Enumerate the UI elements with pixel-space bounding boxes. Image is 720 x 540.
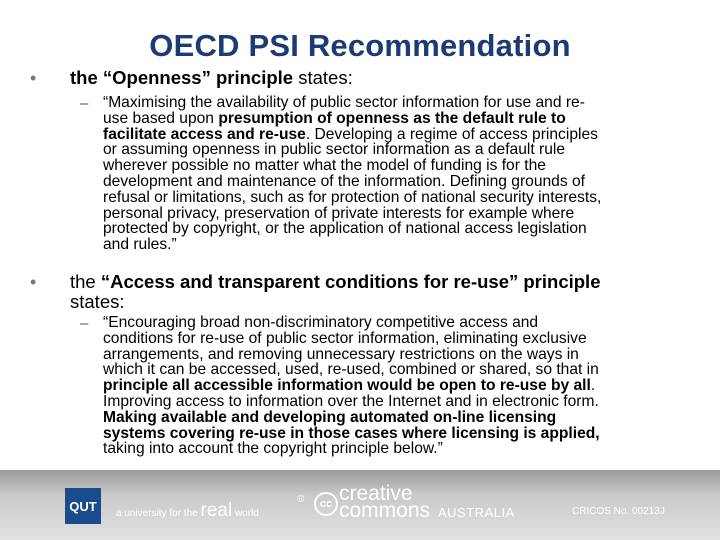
quote-line	[103, 410, 695, 426]
point-2-intro	[70, 272, 700, 312]
cc-region: AUSTRALIA	[438, 505, 515, 520]
quote-line-bold: Making available and developing automated on-line licensing	[103, 408, 557, 426]
quote-line-bold: facilitate access and re-use	[103, 125, 306, 143]
point-2-intro-line-2: states:	[70, 291, 125, 312]
slide-title: OECD PSI Recommendation	[149, 28, 571, 63]
quote-line	[103, 331, 695, 347]
dash-marker: –	[80, 315, 89, 332]
bullet-marker: •	[30, 272, 37, 292]
quote-line	[103, 426, 695, 442]
qut-logo: QUT	[65, 488, 101, 524]
quote-line	[103, 127, 695, 143]
quote-line	[103, 158, 695, 174]
quote-line-pre: which it can be accessed, used, re-used, combined or shared, so that in	[103, 361, 599, 379]
quote-line	[103, 95, 695, 111]
point-2-quote	[103, 315, 695, 457]
quote-line	[103, 362, 695, 378]
quote-line	[103, 190, 695, 206]
quote-line	[103, 394, 695, 410]
tagline-real: real	[200, 500, 233, 521]
quote-line-pre: personal privacy, preservation of private interests for example where	[103, 204, 575, 222]
quote-line-pre: wherever possible no matter what the model of funding is for the	[103, 157, 546, 175]
point-1-quote	[103, 95, 695, 253]
quote-line	[103, 378, 695, 394]
cc-word-creative: creative	[339, 482, 413, 505]
quote-line	[103, 237, 695, 253]
quote-line	[103, 111, 695, 127]
quote-line-pre: “Encouraging broad non-discriminatory competitive access and	[103, 314, 539, 331]
quote-line-pre: or assuming openness in public sector information as a default rule	[103, 141, 566, 159]
dash-marker: –	[80, 95, 89, 112]
tagline-post: world	[232, 508, 259, 519]
quote-line-pre: conditions for re-use of public sector information, eliminating exclusive	[103, 329, 587, 347]
quote-line	[103, 174, 695, 190]
tagline-pre: a university for the	[116, 508, 201, 519]
point-1-intro-bold: the “Openness” principle	[70, 67, 294, 88]
registered-mark: ®	[297, 494, 305, 505]
quote-line-bold: systems covering re-use in those cases where licensing is applied,	[103, 424, 600, 442]
bullet-marker: •	[30, 68, 37, 88]
quote-line	[103, 441, 695, 457]
quote-line-pre: protected by copyright, or the application of national access legislation	[103, 220, 587, 238]
quote-line-pre: development and maintenance of the information. Defining grounds of	[103, 172, 585, 190]
quote-line-pre: “Maximising the availability of public sector information for use and re-	[103, 94, 585, 111]
quote-line	[103, 315, 695, 331]
footer-banner	[0, 470, 720, 540]
quote-line-pre: and rules.”	[103, 236, 177, 254]
point-2-intro-pre: the	[70, 271, 101, 292]
point-2-intro-bold: “Access and transparent conditions for re-use” principle	[100, 271, 601, 292]
quote-line-pre: refusal or limitations, such as for protection of national security interests,	[103, 188, 602, 206]
point-1-intro	[70, 68, 700, 88]
quote-line-pre: use based upon	[103, 109, 219, 127]
quote-line-post: .	[590, 377, 596, 395]
quote-line-pre: taking into account the copyright principle below.”	[103, 440, 443, 458]
quote-line-post: . Developing a regime of access principles	[305, 125, 598, 143]
point-2-intro-line-1	[70, 272, 700, 292]
quote-line-bold: principle all accessible information would be open to re-use by all	[103, 377, 591, 395]
cricos-number: CRICOS No. 00213J	[572, 506, 665, 517]
quote-line	[103, 142, 695, 158]
point-1-intro-rest: states:	[293, 67, 353, 88]
quote-line-pre: arrangements, and removing unnecessary restrictions on the ways in	[103, 345, 579, 363]
quote-line	[103, 206, 695, 222]
creative-commons-icon: cc	[314, 492, 338, 516]
quote-line-bold: presumption of openness as the default rule to	[218, 109, 566, 127]
quote-line	[103, 347, 695, 363]
cc-word-commons: commons	[339, 499, 431, 522]
university-tagline	[116, 500, 259, 522]
quote-line	[103, 221, 695, 237]
quote-line-pre: Improving access to information over the Internet and in electronic form.	[103, 392, 599, 410]
